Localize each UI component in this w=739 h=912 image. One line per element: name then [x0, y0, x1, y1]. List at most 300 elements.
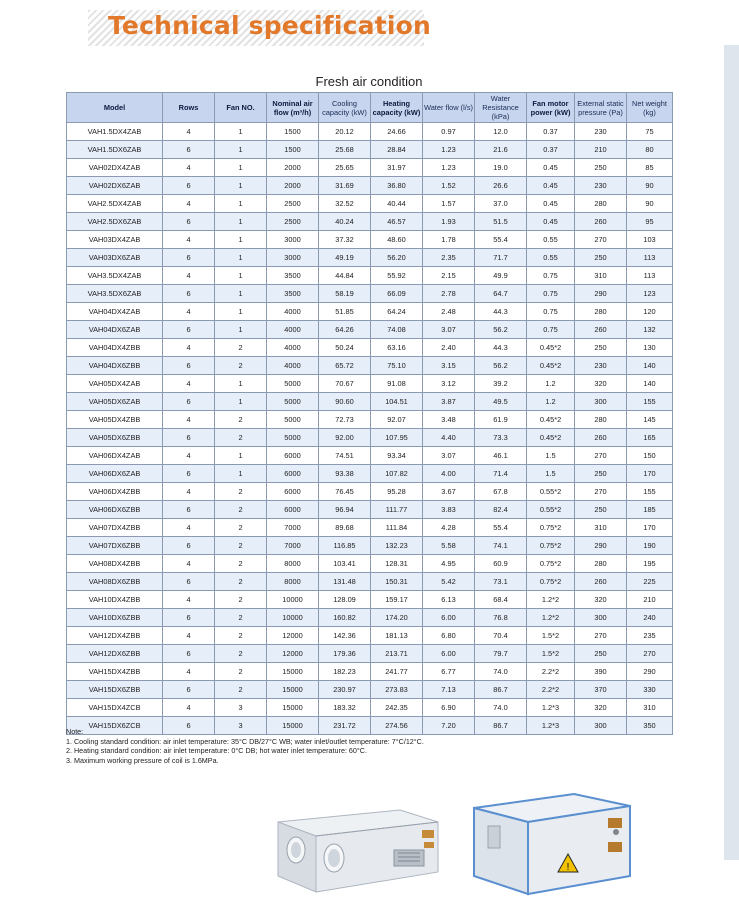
cell-air-flow: 6000 — [267, 465, 319, 483]
cell-heating: 56.20 — [371, 249, 423, 267]
cell-static-pressure: 280 — [575, 195, 627, 213]
cell-net-weight: 120 — [627, 303, 673, 321]
table-row — [67, 213, 673, 231]
cell-net-weight: 80 — [627, 141, 673, 159]
cell-net-weight: 75 — [627, 123, 673, 141]
cell-heating: 93.34 — [371, 447, 423, 465]
table-row — [67, 555, 673, 573]
cell-model: VAH04DX4ZBB — [67, 339, 163, 357]
cell-air-flow: 2000 — [267, 177, 319, 195]
cell-rows: 6 — [163, 501, 215, 519]
table-row — [67, 483, 673, 501]
cell-model: VAH3.5DX4ZAB — [67, 267, 163, 285]
cell-fan-motor: 0.45*2 — [527, 429, 575, 447]
cell-air-flow: 2000 — [267, 159, 319, 177]
cell-rows: 6 — [163, 213, 215, 231]
cell-air-flow: 4000 — [267, 303, 319, 321]
cell-net-weight: 150 — [627, 447, 673, 465]
cell-static-pressure: 300 — [575, 717, 627, 735]
cell-heating: 24.66 — [371, 123, 423, 141]
cell-net-weight: 190 — [627, 537, 673, 555]
cell-fan-no: 2 — [215, 357, 267, 375]
cell-air-flow: 3500 — [267, 285, 319, 303]
cell-fan-motor: 0.45 — [527, 195, 575, 213]
table-row — [67, 537, 673, 555]
cell-static-pressure: 280 — [575, 303, 627, 321]
cell-water-resistance: 19.0 — [475, 159, 527, 177]
spec-table — [66, 92, 673, 735]
cell-water-resistance: 71.4 — [475, 465, 527, 483]
cell-static-pressure: 210 — [575, 141, 627, 159]
cell-water-resistance: 55.4 — [475, 231, 527, 249]
cell-net-weight: 185 — [627, 501, 673, 519]
table-row — [67, 501, 673, 519]
cell-net-weight: 140 — [627, 357, 673, 375]
cell-water-flow: 1.23 — [423, 141, 475, 159]
cell-fan-no: 2 — [215, 681, 267, 699]
cell-net-weight: 170 — [627, 465, 673, 483]
cell-air-flow: 2500 — [267, 213, 319, 231]
page-title: Technical specification — [108, 11, 431, 40]
cell-net-weight: 235 — [627, 627, 673, 645]
cell-cooling: 116.85 — [319, 537, 371, 555]
table-row — [67, 231, 673, 249]
cell-fan-motor: 0.45*2 — [527, 411, 575, 429]
header-fan-no: Fan NO. — [215, 93, 267, 123]
cell-model: VAH1.5DX6ZAB — [67, 141, 163, 159]
cell-heating: 274.56 — [371, 717, 423, 735]
cell-fan-motor: 1.2 — [527, 393, 575, 411]
table-row — [67, 267, 673, 285]
cell-fan-motor: 1.5 — [527, 465, 575, 483]
cell-heating: 48.60 — [371, 231, 423, 249]
cell-model: VAH04DX6ZBB — [67, 357, 163, 375]
cell-net-weight: 270 — [627, 645, 673, 663]
cell-air-flow: 4000 — [267, 339, 319, 357]
cell-fan-motor: 0.75*2 — [527, 519, 575, 537]
cell-fan-no: 2 — [215, 591, 267, 609]
table-row — [67, 465, 673, 483]
table-row — [67, 339, 673, 357]
cell-fan-motor: 1.5 — [527, 447, 575, 465]
cell-air-flow: 7000 — [267, 519, 319, 537]
cell-net-weight: 113 — [627, 267, 673, 285]
cell-water-flow: 4.95 — [423, 555, 475, 573]
product-photo-ceiling-unit — [272, 800, 444, 900]
spec-table-body — [67, 123, 673, 735]
cell-water-resistance: 21.6 — [475, 141, 527, 159]
table-row — [67, 195, 673, 213]
cell-fan-no: 1 — [215, 177, 267, 195]
cell-net-weight: 240 — [627, 609, 673, 627]
cell-air-flow: 15000 — [267, 717, 319, 735]
table-row — [67, 429, 673, 447]
cell-fan-motor: 0.37 — [527, 141, 575, 159]
table-row — [67, 249, 673, 267]
cell-cooling: 230.97 — [319, 681, 371, 699]
cell-water-resistance: 46.1 — [475, 447, 527, 465]
cell-rows: 4 — [163, 267, 215, 285]
cell-static-pressure: 230 — [575, 357, 627, 375]
cell-rows: 4 — [163, 447, 215, 465]
cell-static-pressure: 250 — [575, 501, 627, 519]
cell-water-resistance: 74.0 — [475, 699, 527, 717]
cell-heating: 181.13 — [371, 627, 423, 645]
table-row — [67, 573, 673, 591]
cell-model: VAH12DX4ZBB — [67, 627, 163, 645]
cell-net-weight: 330 — [627, 681, 673, 699]
cell-static-pressure: 230 — [575, 177, 627, 195]
cell-model: VAH08DX4ZBB — [67, 555, 163, 573]
cell-static-pressure: 320 — [575, 591, 627, 609]
cell-fan-motor: 0.45 — [527, 213, 575, 231]
cell-air-flow: 3500 — [267, 267, 319, 285]
cell-rows: 6 — [163, 141, 215, 159]
cell-heating: 55.92 — [371, 267, 423, 285]
cell-water-resistance: 79.7 — [475, 645, 527, 663]
cell-water-resistance: 74.0 — [475, 663, 527, 681]
cell-water-resistance: 49.9 — [475, 267, 527, 285]
cell-cooling: 49.19 — [319, 249, 371, 267]
cell-water-resistance: 86.7 — [475, 717, 527, 735]
cell-air-flow: 5000 — [267, 429, 319, 447]
cell-water-flow: 6.77 — [423, 663, 475, 681]
cell-fan-no: 2 — [215, 555, 267, 573]
cell-air-flow: 6000 — [267, 483, 319, 501]
cell-net-weight: 310 — [627, 699, 673, 717]
cell-water-resistance: 61.9 — [475, 411, 527, 429]
cell-fan-motor: 0.55*2 — [527, 483, 575, 501]
cell-net-weight: 132 — [627, 321, 673, 339]
cell-water-flow: 2.48 — [423, 303, 475, 321]
cell-fan-no: 2 — [215, 645, 267, 663]
cell-water-flow: 7.13 — [423, 681, 475, 699]
cell-water-resistance: 73.1 — [475, 573, 527, 591]
cell-air-flow: 6000 — [267, 447, 319, 465]
cell-net-weight: 140 — [627, 375, 673, 393]
cell-heating: 242.35 — [371, 699, 423, 717]
cell-model: VAH05DX4ZAB — [67, 375, 163, 393]
cell-model: VAH04DX6ZAB — [67, 321, 163, 339]
cell-cooling: 182.23 — [319, 663, 371, 681]
cell-model: VAH06DX6ZAB — [67, 465, 163, 483]
cell-cooling: 93.38 — [319, 465, 371, 483]
cell-water-flow: 1.23 — [423, 159, 475, 177]
header-cooling: Cooling capacity (kW) — [319, 93, 371, 123]
cell-fan-no: 2 — [215, 501, 267, 519]
cell-fan-no: 1 — [215, 267, 267, 285]
cell-water-flow: 4.40 — [423, 429, 475, 447]
cell-heating: 66.09 — [371, 285, 423, 303]
cell-fan-no: 1 — [215, 195, 267, 213]
cell-rows: 6 — [163, 645, 215, 663]
cell-water-resistance: 60.9 — [475, 555, 527, 573]
cell-cooling: 131.48 — [319, 573, 371, 591]
cell-cooling: 142.36 — [319, 627, 371, 645]
cell-heating: 74.08 — [371, 321, 423, 339]
cell-cooling: 231.72 — [319, 717, 371, 735]
cell-water-flow: 6.00 — [423, 609, 475, 627]
cell-net-weight: 155 — [627, 483, 673, 501]
cell-static-pressure: 250 — [575, 465, 627, 483]
cell-fan-no: 2 — [215, 519, 267, 537]
cell-cooling: 65.72 — [319, 357, 371, 375]
cell-model: VAH07DX4ZBB — [67, 519, 163, 537]
cell-static-pressure: 290 — [575, 537, 627, 555]
cell-cooling: 31.69 — [319, 177, 371, 195]
cell-air-flow: 3000 — [267, 231, 319, 249]
cell-net-weight: 145 — [627, 411, 673, 429]
cell-air-flow: 12000 — [267, 627, 319, 645]
cell-model: VAH02DX4ZAB — [67, 159, 163, 177]
cell-cooling: 128.09 — [319, 591, 371, 609]
cell-fan-no: 1 — [215, 375, 267, 393]
cell-fan-motor: 0.75 — [527, 321, 575, 339]
cell-static-pressure: 260 — [575, 429, 627, 447]
cell-cooling: 44.84 — [319, 267, 371, 285]
cell-heating: 128.31 — [371, 555, 423, 573]
cell-cooling: 51.85 — [319, 303, 371, 321]
cell-cooling: 160.82 — [319, 609, 371, 627]
cell-cooling: 74.51 — [319, 447, 371, 465]
cell-fan-motor: 0.55 — [527, 249, 575, 267]
cell-net-weight: 165 — [627, 429, 673, 447]
cell-heating: 273.83 — [371, 681, 423, 699]
cell-water-flow: 1.52 — [423, 177, 475, 195]
cell-fan-motor: 0.45 — [527, 177, 575, 195]
cell-water-flow: 1.57 — [423, 195, 475, 213]
cell-fan-no: 3 — [215, 717, 267, 735]
table-row — [67, 447, 673, 465]
cell-static-pressure: 300 — [575, 609, 627, 627]
cell-fan-motor: 0.75*2 — [527, 555, 575, 573]
cell-water-flow: 2.15 — [423, 267, 475, 285]
cell-model: VAH03DX4ZAB — [67, 231, 163, 249]
cell-fan-no: 1 — [215, 141, 267, 159]
cell-rows: 6 — [163, 249, 215, 267]
cell-water-flow: 0.97 — [423, 123, 475, 141]
cell-air-flow: 10000 — [267, 609, 319, 627]
cell-fan-no: 2 — [215, 663, 267, 681]
cell-water-flow: 3.83 — [423, 501, 475, 519]
cell-heating: 36.80 — [371, 177, 423, 195]
cell-net-weight: 90 — [627, 195, 673, 213]
table-caption: Fresh air condition — [315, 74, 423, 89]
table-row — [67, 609, 673, 627]
cell-fan-motor: 1.5*2 — [527, 645, 575, 663]
cell-cooling: 70.67 — [319, 375, 371, 393]
table-row — [67, 321, 673, 339]
cell-cooling: 20.12 — [319, 123, 371, 141]
cell-cooling: 90.60 — [319, 393, 371, 411]
header-fan-motor: Fan motor power (kW) — [527, 93, 575, 123]
cell-model: VAH15DX6ZCB — [67, 717, 163, 735]
cell-water-flow: 3.87 — [423, 393, 475, 411]
cell-static-pressure: 270 — [575, 627, 627, 645]
cell-net-weight: 170 — [627, 519, 673, 537]
cell-cooling: 37.32 — [319, 231, 371, 249]
cell-water-flow: 3.15 — [423, 357, 475, 375]
cell-water-resistance: 49.5 — [475, 393, 527, 411]
cell-water-resistance: 73.3 — [475, 429, 527, 447]
cell-rows: 6 — [163, 573, 215, 591]
cell-water-flow: 2.40 — [423, 339, 475, 357]
cell-fan-no: 2 — [215, 339, 267, 357]
cell-water-flow: 4.00 — [423, 465, 475, 483]
cell-net-weight: 350 — [627, 717, 673, 735]
cell-static-pressure: 390 — [575, 663, 627, 681]
cell-model: VAH04DX4ZAB — [67, 303, 163, 321]
cell-water-resistance: 86.7 — [475, 681, 527, 699]
cell-cooling: 25.68 — [319, 141, 371, 159]
cell-heating: 159.17 — [371, 591, 423, 609]
cell-heating: 91.08 — [371, 375, 423, 393]
cell-rows: 4 — [163, 627, 215, 645]
cell-static-pressure: 270 — [575, 231, 627, 249]
cell-model: VAH03DX6ZAB — [67, 249, 163, 267]
cell-cooling: 183.32 — [319, 699, 371, 717]
cell-air-flow: 15000 — [267, 681, 319, 699]
cell-water-resistance: 56.2 — [475, 357, 527, 375]
cell-heating: 31.97 — [371, 159, 423, 177]
cell-rows: 4 — [163, 555, 215, 573]
cell-rows: 6 — [163, 465, 215, 483]
cell-rows: 4 — [163, 303, 215, 321]
cell-static-pressure: 290 — [575, 285, 627, 303]
header-net-weight: Net weight (kg) — [627, 93, 673, 123]
cell-fan-no: 2 — [215, 537, 267, 555]
cell-water-resistance: 39.2 — [475, 375, 527, 393]
cell-air-flow: 1500 — [267, 123, 319, 141]
cell-net-weight: 210 — [627, 591, 673, 609]
cell-model: VAH02DX6ZAB — [67, 177, 163, 195]
cell-water-flow: 6.13 — [423, 591, 475, 609]
cell-water-flow: 4.28 — [423, 519, 475, 537]
notes — [66, 727, 686, 765]
cell-rows: 4 — [163, 663, 215, 681]
table-row — [67, 123, 673, 141]
table-row — [67, 645, 673, 663]
cell-static-pressure: 320 — [575, 375, 627, 393]
cell-water-resistance: 71.7 — [475, 249, 527, 267]
cell-static-pressure: 230 — [575, 123, 627, 141]
cell-fan-motor: 1.2*3 — [527, 717, 575, 735]
cell-static-pressure: 370 — [575, 681, 627, 699]
cell-static-pressure: 250 — [575, 339, 627, 357]
cell-model: VAH15DX4ZCB — [67, 699, 163, 717]
cell-air-flow: 8000 — [267, 573, 319, 591]
note-1: 1. Cooling standard condition: air inlet temperature: 35°C DB/27°C WB; water inlet/outlet temperature: 7°C/12°C. — [66, 736, 424, 746]
cell-net-weight: 195 — [627, 555, 673, 573]
cell-fan-motor: 0.37 — [527, 123, 575, 141]
cell-rows: 4 — [163, 591, 215, 609]
cell-model: VAH05DX4ZBB — [67, 411, 163, 429]
table-row — [67, 303, 673, 321]
cell-cooling: 50.24 — [319, 339, 371, 357]
cell-air-flow: 1500 — [267, 141, 319, 159]
cell-rows: 4 — [163, 519, 215, 537]
table-row — [67, 141, 673, 159]
cell-fan-motor: 0.45*2 — [527, 357, 575, 375]
cell-fan-no: 2 — [215, 573, 267, 591]
cell-fan-no: 2 — [215, 483, 267, 501]
cell-cooling: 92.00 — [319, 429, 371, 447]
cell-heating: 111.77 — [371, 501, 423, 519]
cell-model: VAH2.5DX4ZAB — [67, 195, 163, 213]
product-photo-box-unit — [470, 790, 638, 902]
cell-fan-motor: 0.75*2 — [527, 573, 575, 591]
cell-air-flow: 5000 — [267, 393, 319, 411]
cell-fan-no: 3 — [215, 699, 267, 717]
cell-cooling: 89.68 — [319, 519, 371, 537]
cell-heating: 213.71 — [371, 645, 423, 663]
cell-cooling: 58.19 — [319, 285, 371, 303]
cell-fan-motor: 0.75*2 — [527, 537, 575, 555]
cell-fan-motor: 1.2*2 — [527, 591, 575, 609]
cell-net-weight: 95 — [627, 213, 673, 231]
cell-water-flow: 6.80 — [423, 627, 475, 645]
cell-water-resistance: 51.5 — [475, 213, 527, 231]
cell-fan-no: 1 — [215, 249, 267, 267]
cell-rows: 6 — [163, 537, 215, 555]
cell-model: VAH06DX4ZAB — [67, 447, 163, 465]
cell-fan-motor: 0.55*2 — [527, 501, 575, 519]
cell-water-resistance: 44.3 — [475, 339, 527, 357]
cell-model: VAH08DX6ZBB — [67, 573, 163, 591]
header-water-flow: Water flow (l/s) — [423, 93, 475, 123]
cell-cooling: 179.36 — [319, 645, 371, 663]
cell-air-flow: 15000 — [267, 699, 319, 717]
cell-air-flow: 2500 — [267, 195, 319, 213]
cell-cooling: 76.45 — [319, 483, 371, 501]
cell-fan-no: 1 — [215, 231, 267, 249]
cell-cooling: 72.73 — [319, 411, 371, 429]
cell-rows: 6 — [163, 717, 215, 735]
cell-static-pressure: 280 — [575, 555, 627, 573]
cell-rows: 4 — [163, 195, 215, 213]
table-row — [67, 591, 673, 609]
cell-fan-no: 1 — [215, 393, 267, 411]
cell-fan-motor: 0.45 — [527, 159, 575, 177]
cell-heating: 104.51 — [371, 393, 423, 411]
cell-fan-no: 1 — [215, 159, 267, 177]
cell-air-flow: 6000 — [267, 501, 319, 519]
cell-air-flow: 10000 — [267, 591, 319, 609]
cell-water-flow: 2.35 — [423, 249, 475, 267]
cell-fan-no: 1 — [215, 213, 267, 231]
table-row — [67, 627, 673, 645]
cell-model: VAH06DX4ZBB — [67, 483, 163, 501]
cell-water-resistance: 68.4 — [475, 591, 527, 609]
cell-net-weight: 85 — [627, 159, 673, 177]
cell-water-flow: 3.12 — [423, 375, 475, 393]
cell-water-resistance: 44.3 — [475, 303, 527, 321]
cell-water-resistance: 37.0 — [475, 195, 527, 213]
cell-heating: 95.28 — [371, 483, 423, 501]
cell-rows: 4 — [163, 123, 215, 141]
cell-model: VAH15DX6ZBB — [67, 681, 163, 699]
cell-fan-motor: 1.2 — [527, 375, 575, 393]
cell-model: VAH3.5DX6ZAB — [67, 285, 163, 303]
cell-net-weight: 103 — [627, 231, 673, 249]
cell-water-flow: 3.67 — [423, 483, 475, 501]
cell-fan-motor: 0.75 — [527, 285, 575, 303]
cell-water-resistance: 67.8 — [475, 483, 527, 501]
cell-water-resistance: 26.6 — [475, 177, 527, 195]
note-3: 3. Maximum working pressure of coil is 1.6MPa. — [66, 755, 219, 765]
cell-model: VAH06DX6ZBB — [67, 501, 163, 519]
cell-heating: 150.31 — [371, 573, 423, 591]
